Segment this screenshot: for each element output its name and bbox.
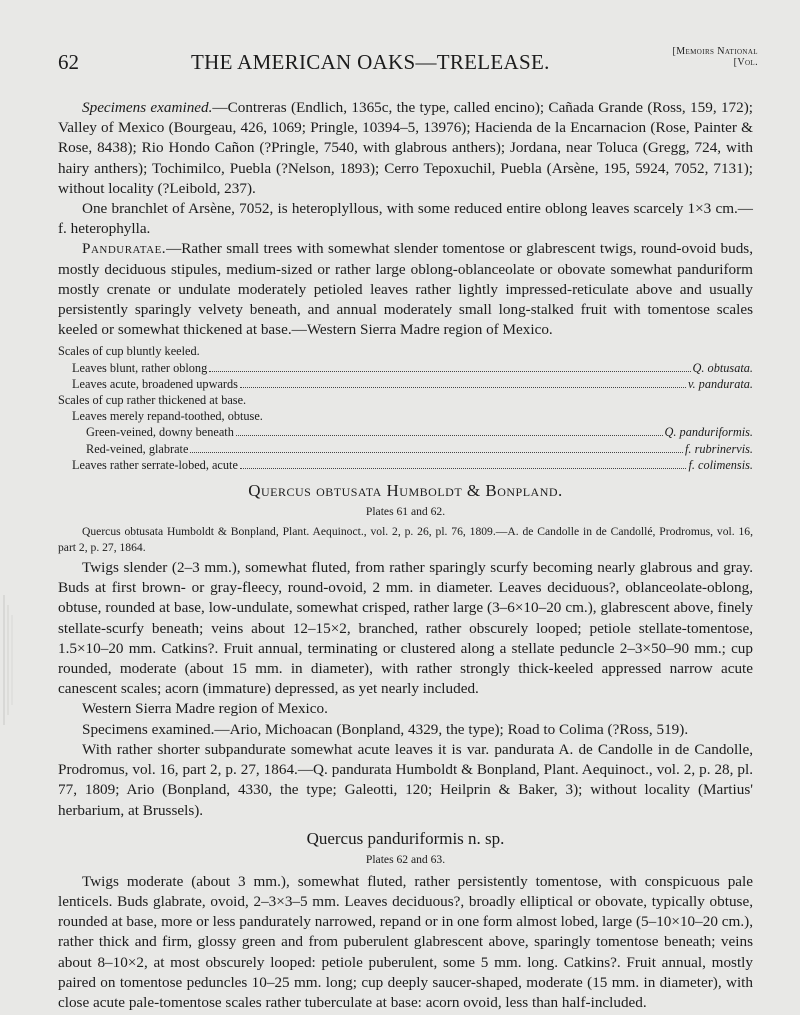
key-line-label: Red-veined, glabrate (86, 441, 189, 456)
binding-shadow (0, 595, 22, 725)
key-line-taxon: Q. panduriformis. (664, 425, 753, 440)
key-line-taxon: Q. obtusata. (692, 360, 753, 375)
specimens-label: Specimens examined. (82, 99, 213, 116)
key-line-taxon: f. colimensis. (688, 457, 753, 472)
key-leader-dots (190, 452, 683, 453)
page-number: 62 (58, 50, 79, 74)
key-line-label: Leaves merely repand-toothed, obtuse. (72, 409, 263, 424)
key-line-label: Scales of cup rather thickened at base. (58, 393, 247, 408)
heterophylla-paragraph: One branchlet of Arsène, 7052, is heteroplyllous, with some reduced entire oblong leaves scarcely 1×3 cm.—f. heterophylla. (58, 200, 753, 238)
specimens-paragraph (58, 98, 753, 199)
key-line-taxon: f. rubrinervis. (685, 441, 753, 456)
key-line (58, 360, 753, 376)
key-line-label: Green-veined, downy beneath (86, 425, 234, 440)
page-body (58, 98, 753, 1013)
panduratae-paragraph (58, 239, 753, 340)
key-line (58, 408, 753, 424)
series-label (672, 46, 758, 68)
specimens-text: —Contreras (Endlich, 1365c, the type, called encino); Cañada Grande (Ross, 159, 172); Valley of Mexico (Bourgeau, 426, 1069; Pringle, 10394–5, 13976); Hacienda de la Encarnacion (Rose, Painter & Rose, 8438); Rio Hondo Cañon (?Pringle, 7540, with glabrous anthers); Jordana, near Toluca (Gregg, 724, with hairy anthers); Tochimilco, Puebla (?Nelson, 1893); Cerro Tepoxuchil, Puebla (Arsène, 195, 5924, 7052, 7131); without locality (?Leibold, 237). (58, 99, 753, 197)
citation-obtusata: Quercus obtusata Humboldt & Bonpland, Plant. Aequinoct., vol. 2, p. 26, pl. 76, 1809.—A. de Candolle in de Candollé, Prodromus, vol. 16, part 2, p. 27, 1864. (58, 525, 753, 555)
panduratae-text: —Rather small trees with somewhat slender tomentose or glabrescent twigs, round-ovoid buds, mostly deciduous stipules, medium-sized or rather large oblong-oblanceolate or obovate somewhat panduriform mostly crenate or undulate moderately petioled leaves rather lightly impressed-reticulate above and usually persistently sparingly velvety beneath, and annual moderately small long-stalked fruit with tomentose scales keeled or somewhat thickened at base.—Western Sierra Madre region of Mexico. (58, 240, 753, 339)
key-line (58, 457, 753, 473)
panduratae-label: Panduratae. (82, 240, 167, 258)
key-line-label: Scales of cup bluntly keeled. (58, 344, 200, 359)
plates-panduriformis: Plates 62 and 63. (365, 852, 446, 866)
key-line (58, 424, 753, 440)
region-obtusata: Western Sierra Madre region of Mexico. (82, 700, 328, 718)
key-leader-dots (236, 435, 663, 436)
identification-key (58, 343, 753, 473)
key-line-label: Leaves blunt, rather oblong (72, 360, 208, 375)
page-header (58, 46, 758, 76)
key-line-taxon: v. pandurata. (687, 376, 753, 391)
key-leader-dots (240, 387, 686, 388)
description-panduriformis: Twigs moderate (about 3 mm.), somewhat fluted, rather persistently tomentose, with conspicuous pale lenticels. Buds glabrate, ovoid, 2–3×3–5 mm. Leaves deciduous?, broadly elliptical or obovate, typically obtuse, rounded at base, more or less pandurately narrowed, repand or in one form almost lobed, large (5–10×10–20 cm.), rather thick and firm, glossy green and from puberulent glabrescent above, sparingly tomentose beneath; veins about 8–10×2, at most obscurely looped: petiole puberulent, some 5 mm. long. Catkins?. Fruit annual, mostly paired on tomentose peduncles 10–25 mm. long; cup deeply saucer-shaped, moderate (15 mm. in diameter), with close acute pale-tomentose scales rather tuberculate at base: acorn ovoid, less than half-included. (58, 872, 753, 1011)
description-obtusata: Twigs slender (2–3 mm.), somewhat fluted, from rather sparingly scurfy becoming nearly glabrous and gray. Buds at first brown- or gray-fleecy, round-ovoid, 2 mm. in diameter. Leaves deciduous?, oblanceolate-oblong, obtuse, rounded at base, low-undulate, somewhat crisped, rather large (3–6×10–20 cm.), glabrescent above, finely stellate-scurfy beneath; veins about 12–15×2, branched, rather obscurely looped; petiole stellate-tomentose, 1.5×10–20 mm. Catkins?. Fruit annual, terminating or clustered along a stellate peduncle 2–3×50–90 mm.; cup rounded, moderate (about 15 mm. in diameter), with rather strongly thick-keeled appressed narrow acute canescent scales; acorn (immature) depressed, as yet nearly included. (58, 559, 753, 698)
key-line-label: Leaves acute, broadened upwards (72, 376, 238, 391)
key-leader-dots (240, 468, 687, 469)
variety-pandurata: With rather shorter subpandurate somewhat acute leaves it is var. pandurata A. de Candolle in de Candolle, Prodromus, vol. 16, part 2, p. 27, 1864.—Q. pandurata Humboldt & Bonpland, Plant. Aequinoct., vol. 2, p. 28, pl. 77, 1809; Ario (Bonpland, 4330, the type; Galeotti, 120; Heilprin & Baker, 3); without locality (Martius' herbarium, at Brussels). (58, 740, 753, 819)
key-line (58, 392, 753, 408)
specimens-obtusata: Specimens examined.—Ario, Michoacan (Bonpland, 4329, the type); Road to Colima (?Ross, 519). (82, 720, 689, 738)
species-heading-panduriformis: Quercus panduriformis n. sp. (306, 828, 505, 848)
running-title: THE AMERICAN OAKS—TRELEASE. (191, 50, 550, 74)
species-heading-obtusata: Quercus obtusata Humboldt & Bonpland. (248, 481, 563, 501)
key-line-label: Leaves rather serrate-lobed, acute (72, 457, 238, 472)
key-leader-dots (209, 371, 690, 372)
key-line (58, 376, 753, 392)
series-label-line1: [Memoirs National (672, 46, 758, 57)
plates-obtusata: Plates 61 and 62. (365, 505, 446, 519)
key-line (58, 343, 753, 359)
key-line (58, 441, 753, 457)
series-label-line2: [Vol. (733, 57, 758, 68)
